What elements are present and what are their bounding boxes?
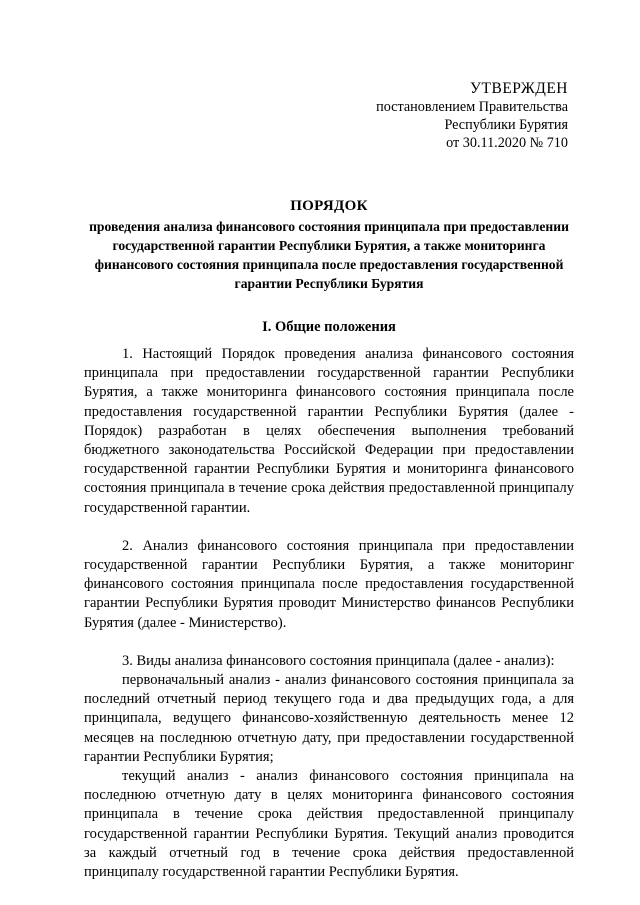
paragraph-initial-analysis: первоначальный анализ - анализ финансового состояния принципала за последний отчетный период текущего года и два предыдущих года, а для принципала, ведущего финансово-хозяйственную деятельность менее 12 месяцев на последнюю отчетную дату, при предоставлении государственной гарантии Республики Бурятия; <box>84 672 574 765</box>
approval-line-3: от 30.11.2020 № 710 <box>446 135 568 151</box>
document-title-main: ПОРЯДОК <box>290 198 368 214</box>
approval-line-1: постановлением Правительства <box>376 99 568 115</box>
document-body <box>84 345 574 882</box>
paragraph-1: 1. Настоящий Порядок проведения анализа финансового состояния принципала при предоставлении государственной гарантии Республики Бурятия, а также мониторинга финансового состояния принципала после предоставления государственной гарантии Республики Бурятия (далее - Порядок) разработан в целях обеспечения выполнения требований бюджетного законодательства Российской Федерации при предоставлении государственной гарантии Республики Бурятия и мониторинга финансового состояния принципала в течение срока действия предоставленной принципалу государственной гарантии. <box>84 346 574 516</box>
approval-stamp <box>376 80 568 152</box>
document-title-subtitle: проведения анализа финансового состояния принципала при предоставлении государственной гарантии Республики Бурятия, а также мониторинга финансового состояния принципала после предоставления государственной гарантии Республики Бурятия <box>89 219 569 291</box>
paragraph-2: 2. Анализ финансового состояния принципала при предоставлении государственной гарантии Республики Бурятия, а также мониторинг финансового состояния принципала после предоставления государственной гарантии Республики Бурятия проводит Министерство финансов Республики Бурятия (далее - Министерство). <box>84 537 574 631</box>
section-heading: I. Общие положения <box>262 319 396 335</box>
approval-line-2: Республики Бурятия <box>444 117 568 133</box>
paragraph-current-analysis: текущий анализ - анализ финансового состояния принципала на последнюю отчетную дату в целях мониторинга финансового состояния принципала в течение срока действия предоставленной принципалу государственной гарантии Республики Бурятия. Текущий анализ проводится за каждый отчетный год в течение срока действия предоставленной принципалу государственной гарантии Республики Бурятия. <box>84 768 574 881</box>
document-title <box>84 196 574 293</box>
paragraph-3: 3. Виды анализа финансового состояния принципала (далее - анализ): <box>122 652 555 669</box>
approval-heading: УТВЕРЖДЕН <box>470 80 568 97</box>
